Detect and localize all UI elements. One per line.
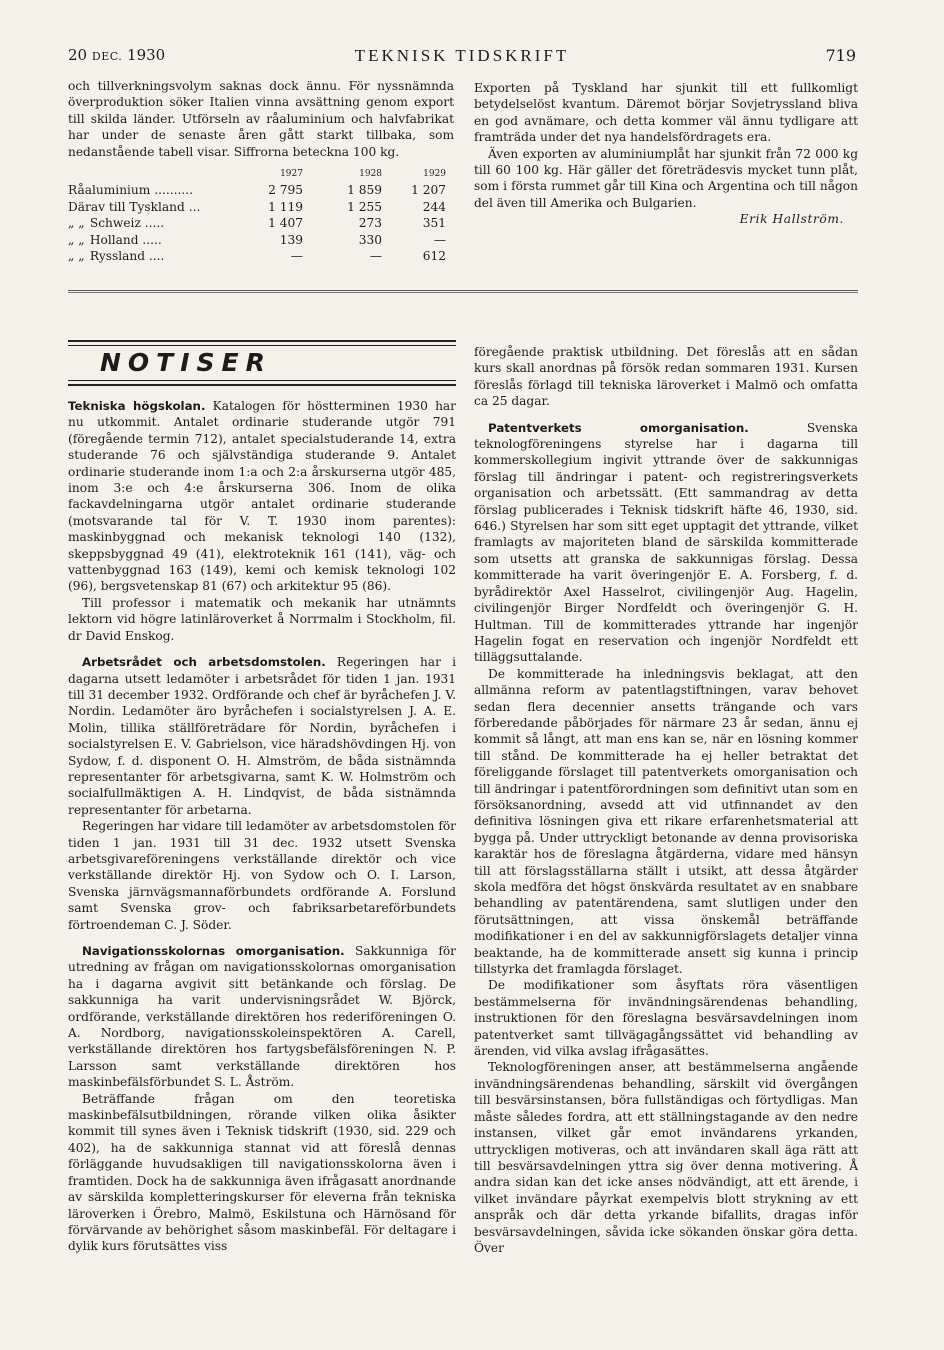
notices-left-column: [68, 398, 456, 1255]
notice-paragraph: De modifikationer som åsyftats röra väsentligen bestämmelserna för invändningsärendenas behandling, instruktionen för den föreslagna besvärsavdelningen inom patentverket samt tillvägagångssättet vid behandling av ärenden, vid vilka avslag ifrågasättes.: [474, 978, 858, 1059]
year-1929: 1929: [423, 169, 446, 180]
author-signature: Erik Hallström.: [739, 212, 844, 227]
table-row: „ „ Ryssland .... — — 612: [68, 249, 446, 264]
table-header-row: [68, 166, 454, 182]
section-divider: [68, 290, 858, 291]
table-row: Därav till Tyskland ... 1 119 1 255 244: [68, 199, 446, 214]
year-1927: 1927: [280, 169, 303, 180]
notice-paragraph: De kommitterade ha inledningsvis beklagat, att den allmänna reform av patentlagstiftningen, varav behovet sedan flera decennier ansetts trängande och vars förberedande påbörjades för närmare 23 år sedan, ännu ej kommit så långt, att man ens kan se, när en lösning kommer till stånd. De kommitterade ha ej heller betraktat det föreliggande förslaget till patentverkets omorganisation och till ändringar i patentförordningen som definitivt utan som en försöksanordning, avsedd att vid utfinnandet av den definitiva lösningen giva ett rikare erfarenhetsmaterial att bygga på. Under uttryckligt betonande av denna provisoriska karaktär hos de föreslagna åtgärderna, vidare med hänsyn till att förslagsställarna ställt i utsikt, att dessa åtgärder skola medföra det högst önskvärda resultatet av en snabbare behandling av patentärendena, samt slutligen under den förutsättningen, att vissa önskemål beträffande modifikationer i en del av sakkunnigförslagets detaljer vinna beaktande, ha de kommitterade ansett sig kunna i princip tillstyrka det framlagda förslaget.: [474, 666, 858, 977]
notice-continuation: föregående praktisk utbildning. Det föreslås att en sådan kurs skall anordnas på försök redan sommaren 1931. Kursen föreslås förlagd till tekniska läroverket i Malmö och omfatta ca 25 dagar.: [474, 345, 858, 409]
notice-heading: Navigationsskolornas omorganisation.: [82, 944, 345, 958]
aluminium-export-table: [68, 166, 454, 264]
aluminium-plate-paragraph: Även exporten av aluminiumplåt har sjunkit från 72 000 kg till 60 100 kg. Här gäller det företrädesvis mycket tunn plåt, som i första rummet går till Kina och Argentina och till någon del även till Amerika och Bulgarien.: [474, 146, 858, 210]
section-divider-secondary: [68, 292, 858, 293]
notice-arbetsradet: Arbetsrådet och arbetsdomstolen. Regeringen har i dagarna utsett ledamöter i arbetsrådet för tiden 1 jan. 1931 till 31 december 1932. Ordförande och chef är byråchefen J. V. Nordin. Ledamöter äro byråchefen i socialstyrelsen J. A. E. Molin, tillika ställföreträdare för Nordin, byråchefen i socialstyrelsen E. V. Gabrielson, vice häradshövdingen Hj. von Sydow, f. d. disponent O. H. Almström, de båda sistnämnda representanter för arbetsgivarna, samt K. W. Holmström och socialfullmäktigen A. H. Lindqvist, de båda sistnämnda representanter för arbetarna.: [68, 655, 456, 817]
table-row: „ „ Schweiz ..... 1 407 273 351: [68, 216, 446, 231]
notice-tekniska-hogskolan: Tekniska högskolan. Katalogen för höstterminen 1930 har nu utkommit. Antalet ordinarie studerande utgör 791 (föregående termin 712), antalet specialstuderande 14, extra studerande 76 och självständiga studerande 9. Antalet ordinarie studerande inom 1:a och 2:a årskurserna utgör 485, inom 3:e och 4:e årskurserna 306. Inom de olika fackavdelningarna utgör antalet ordinarie studerande (motsvarande tal för V. T. 1930 inom parentes): maskinbyggnad och mekanisk teknologi 140 (132), skeppsbyggnad 49 (41), elektroteknik 161 (141), väg- och vattenbyggnad 163 (149), kemi och kemisk teknologi 102 (96), bergsvetenskap 81 (67) och arkitektur 95 (86).: [68, 399, 457, 594]
notice-paragraph: Regeringen har vidare till ledamöter av arbetsdomstolen för tiden 1 jan. 1931 till 31 dec. 1932 utsett Svenska arbetsgivareföreningens verkställande direktör och vice verkställande direktör Hj. von Sydow och O. I. Larson, Svenska järnvägsmannaförbundets ordförande A. Forslund samt Svenska grov- och fabriksarbetareförbundets förtroendeman C. J. Söder.: [68, 819, 456, 932]
notice-paragraph: Beträffande frågan om den teoretiska maskinbefälsutbildningen, rörande vilken olika åsikter kommit till synes även i Teknisk tidskrift (1930, sid. 229 och 402), ha de sakkunniga stannat vid att föreslå dennas förläggande huvudsakligen till navigationsskolorna även i framtiden. Dock ha de sakkunniga även ifrågasatt anordnande av särskilda kompletteringskurser för eleverna från tekniska läroverken i Örebro, Malmö, Eskilstuna och Härnösand för förvärvande av behörighet såsom maskinbefäl. För deltagare i dylik kurs förutsättes viss: [68, 1091, 456, 1254]
year-1928: 1928: [359, 169, 383, 180]
page-number: 719: [825, 46, 856, 65]
article-aluminium-right: [474, 80, 858, 228]
issue-date: 20 DEC. 1930: [68, 46, 166, 64]
article-aluminium-left: [68, 78, 454, 264]
notice-heading: Tekniska högskolan.: [68, 399, 206, 413]
table-row: „ „ Holland ..... 139 330 —: [68, 232, 446, 247]
page-header: [68, 46, 856, 70]
notice-heading: Patentverkets omorganisation.: [488, 420, 749, 435]
export-paragraph: Exporten på Tyskland har sjunkit till ett fullkomligt betydelselöst kvantum. Däremot börjar Sovjetryssland bliva en god avnämare, och detta kommer väl ännu tydligare att framträda under det nya handelsfördragets era.: [474, 81, 858, 145]
notices-right-column: [474, 344, 858, 1256]
notice-navigationsskolor: Navigationsskolornas omorganisation. Sakkunniga för utredning av frågan om navigationsskolornas omorganisation ha i dagarna avgivit sitt betänkande och förslag. De sakkunniga ha varit undervisningsrådet W. Björck, ordförande, verkställande direktören hos rederiföreningen O. A. Nordborg, navigationsskoleinspektören A. Carell, verkställande direktören hos fartygsbefälsföreningen N. P. Larsson samt verkställande direktören hos maskinbefälsförbundet S. L. Åström.: [68, 944, 456, 1090]
notice-heading: Arbetsrådet och arbetsdomstolen.: [82, 655, 326, 670]
journal-title: TEKNISK TIDSKRIFT: [354, 46, 570, 65]
notice-paragraph: Teknologföreningen anser, att bestämmelserna angående invändningsärendenas behandling, särskilt vid övergången till besvärsinstansen, böra fullständigas och förtydligas. Man måste således fordra, att ett ställningstagande av den nedre instansen, vilket går emot invändarens yrkanden, uttryckligen motiveras, och att invändaren skall äga rätt att till besvärsavdelningen yttra sig över denna motivering. Å andra sidan kan det icke anses nödvändigt, att ett ärende, i vilket invändare påyrkat exempelvis blott strykning av ett anspråk och där detta yrkande bifallits, dragas inför besvärsavdelningen, såvida icke sökanden önskar göra detta. Över: [474, 1060, 858, 1255]
notice-patentverket: Patentverkets omorganisation. Svenska teknologföreningens styrelse har i dagarna till kommerskollegium ingivit yttrande över de sakkunnigas förslag till ändringar i patent- och registreringsverkets organisation och arbetssätt. (Ett sammandrag av detta förslag publicerades i Teknisk tidskrift häfte 46, 1930, sid. 646.) Styrelsen har som sitt eget upptagit det yttrande, vilket framlagts av majoriteten bland de särskilda kommitterade som utsetts att granska de sakkunnigas förslag. Dessa kommitterade ha varit överingenjör E. A. Forsberg, f. d. byrådirektör Axel Hasselrot, civilingenjör Aug. Hagelin, civilingenjör Birger Nordfeldt och överingenjör G. H. Hultman. Till de kommitterades yttrande har ingenjör Hagelin fogat en reservation och ingenjör Nordfeldt ett tilläggsuttalande.: [474, 420, 859, 665]
table-row: Råaluminium .......... 2 795 1 859 1 207: [68, 183, 446, 198]
aluminium-intro: och tillverkningsvolym saknas dock ännu. För nyssnämnda överproduktion söker Italien vinna avsättning genom export till skilda länder. Utförseln av råaluminium och halvfabrikat har under de senaste åren gått starkt tillbaka, som nedanstående tabell visar. Siffrorna beteckna 100 kg.: [68, 79, 454, 159]
section-heading-notiser: NOTISER: [100, 348, 272, 377]
notice-paragraph: Till professor i matematik och mekanik har utnämnts lektorn vid högre latinläroverket å Norrmalm i Stockholm, fil. dr David Enskog.: [68, 595, 456, 643]
